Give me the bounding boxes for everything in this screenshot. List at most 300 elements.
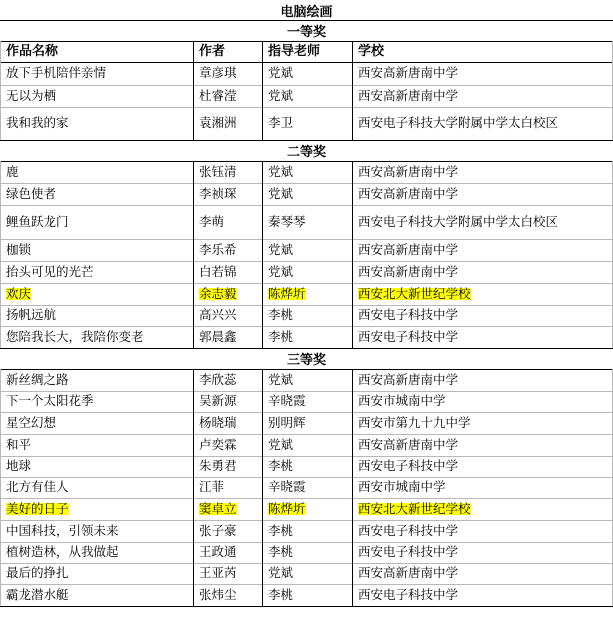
school-cell bbox=[352, 239, 613, 261]
column-divider bbox=[352, 542, 353, 563]
school-text: 西安高新唐南中学 bbox=[358, 565, 459, 581]
teacher-text: 党斌 bbox=[268, 565, 294, 581]
work-name-text: 抬头可见的光芒 bbox=[6, 263, 94, 279]
table-row bbox=[0, 205, 613, 239]
table-row bbox=[0, 563, 613, 584]
teacher-text: 党斌 bbox=[268, 436, 294, 452]
school-cell bbox=[352, 85, 613, 107]
author-text: 李欣蕊 bbox=[199, 371, 237, 387]
column-divider bbox=[262, 239, 263, 261]
teacher-cell bbox=[262, 542, 352, 563]
column-header: 指导老师 bbox=[268, 44, 321, 59]
column-divider bbox=[193, 85, 194, 107]
column-divider bbox=[262, 305, 263, 326]
author-cell bbox=[193, 107, 262, 140]
column-divider bbox=[352, 261, 353, 283]
column-header: 作品名称 bbox=[6, 44, 59, 59]
work-name-cell bbox=[0, 412, 193, 434]
teacher-cell bbox=[262, 161, 352, 183]
column-divider bbox=[262, 542, 263, 563]
author-text: 高兴兴 bbox=[199, 307, 237, 323]
table-row bbox=[0, 456, 613, 477]
author-cell bbox=[193, 305, 262, 326]
work-name-text: 绿色使者 bbox=[6, 185, 57, 201]
column-divider bbox=[193, 239, 194, 261]
column-divider bbox=[0, 205, 1, 239]
column-divider bbox=[0, 456, 1, 477]
author-text: 余志毅 bbox=[199, 285, 237, 301]
column-divider bbox=[0, 584, 1, 606]
table-header-row bbox=[0, 41, 613, 62]
work-name-cell bbox=[0, 326, 193, 348]
work-name-cell bbox=[0, 205, 193, 239]
column-divider bbox=[352, 161, 353, 183]
table-row bbox=[0, 62, 613, 85]
school-cell bbox=[352, 498, 613, 520]
school-cell bbox=[352, 283, 613, 305]
work-name-text: 美好的日子 bbox=[6, 500, 69, 516]
teacher-text: 李桃 bbox=[268, 307, 294, 323]
table-row bbox=[0, 498, 613, 520]
school-text: 西安电子科技中学 bbox=[358, 328, 459, 344]
table-row bbox=[0, 261, 613, 283]
column-divider bbox=[0, 41, 1, 62]
column-divider bbox=[193, 205, 194, 239]
author-cell bbox=[193, 205, 262, 239]
teacher-text: 辛晓霞 bbox=[268, 479, 306, 495]
author-cell bbox=[193, 161, 262, 183]
work-name-text: 您陪我长大，我陪你变老 bbox=[6, 328, 144, 344]
column-divider bbox=[352, 498, 353, 520]
author-cell bbox=[193, 62, 262, 85]
table-row bbox=[0, 161, 613, 183]
work-name-cell bbox=[0, 283, 193, 305]
column-divider bbox=[193, 584, 194, 606]
sheet-title: 电脑绘画 bbox=[280, 4, 333, 20]
row-divider bbox=[0, 606, 613, 607]
school-text: 西安高新唐南中学 bbox=[358, 163, 459, 179]
teacher-cell bbox=[262, 563, 352, 584]
table-row bbox=[0, 391, 613, 412]
teacher-text: 李桃 bbox=[268, 544, 294, 560]
teacher-text: 党斌 bbox=[268, 185, 294, 201]
author-cell bbox=[193, 434, 262, 456]
work-name-cell bbox=[0, 520, 193, 542]
school-cell bbox=[352, 563, 613, 584]
author-text: 江菲 bbox=[199, 479, 225, 495]
school-text: 西安市城南中学 bbox=[358, 393, 446, 409]
author-text: 张钰清 bbox=[199, 163, 237, 179]
school-text: 西安电子科技中学 bbox=[358, 544, 459, 560]
column-divider bbox=[0, 498, 1, 520]
column-divider bbox=[352, 520, 353, 542]
teacher-cell bbox=[262, 261, 352, 283]
column-divider bbox=[193, 107, 194, 140]
column-divider bbox=[193, 305, 194, 326]
table-row bbox=[0, 520, 613, 542]
column-divider bbox=[193, 412, 194, 434]
column-divider bbox=[193, 261, 194, 283]
school-text: 西安高新唐南中学 bbox=[358, 436, 459, 452]
author-text: 窦卓立 bbox=[199, 500, 237, 516]
school-cell bbox=[352, 326, 613, 348]
teacher-cell bbox=[262, 498, 352, 520]
column-divider bbox=[193, 542, 194, 563]
teacher-cell bbox=[262, 456, 352, 477]
author-cell bbox=[193, 326, 262, 348]
column-divider bbox=[262, 563, 263, 584]
column-divider bbox=[352, 391, 353, 412]
column-divider bbox=[193, 498, 194, 520]
column-divider bbox=[262, 391, 263, 412]
column-divider bbox=[193, 283, 194, 305]
column-divider bbox=[0, 542, 1, 563]
work-name-text: 新丝绸之路 bbox=[6, 371, 69, 387]
school-text: 西安电子科技中学 bbox=[358, 522, 459, 538]
author-cell bbox=[193, 239, 262, 261]
work-name-text: 鹿 bbox=[6, 163, 19, 179]
school-cell bbox=[352, 261, 613, 283]
work-name-text: 我和我的家 bbox=[6, 115, 69, 131]
column-divider bbox=[0, 563, 1, 584]
column-divider bbox=[0, 326, 1, 348]
column-divider bbox=[352, 434, 353, 456]
column-divider bbox=[262, 205, 263, 239]
column-divider bbox=[0, 107, 1, 140]
teacher-text: 辛晓霞 bbox=[268, 393, 306, 409]
table-row bbox=[0, 369, 613, 391]
school-text: 西安北大新世纪学校 bbox=[358, 285, 471, 301]
column-divider bbox=[262, 456, 263, 477]
teacher-cell bbox=[262, 239, 352, 261]
teacher-cell bbox=[262, 326, 352, 348]
column-divider bbox=[193, 477, 194, 498]
table-row bbox=[0, 412, 613, 434]
work-name-text: 植树造林，从我做起 bbox=[6, 544, 119, 560]
work-name-cell bbox=[0, 261, 193, 283]
column-divider bbox=[0, 305, 1, 326]
teacher-text: 李卫 bbox=[268, 115, 294, 131]
column-divider bbox=[262, 261, 263, 283]
school-cell bbox=[352, 542, 613, 563]
column-divider bbox=[0, 283, 1, 305]
column-divider bbox=[352, 326, 353, 348]
column-divider bbox=[0, 161, 1, 183]
school-text: 西安高新唐南中学 bbox=[358, 87, 459, 103]
teacher-text: 党斌 bbox=[268, 65, 294, 81]
teacher-text: 党斌 bbox=[268, 371, 294, 387]
table-row bbox=[0, 542, 613, 563]
column-divider bbox=[262, 41, 263, 62]
author-text: 张炜尘 bbox=[199, 586, 237, 602]
school-text: 西安高新唐南中学 bbox=[358, 241, 459, 257]
work-name-text: 鲤鱼跃龙门 bbox=[6, 213, 69, 229]
teacher-cell bbox=[262, 434, 352, 456]
column-divider bbox=[0, 183, 1, 205]
work-name-text: 北方有佳人 bbox=[6, 479, 69, 495]
teacher-cell bbox=[262, 183, 352, 205]
author-text: 章彦琪 bbox=[199, 65, 237, 81]
column-divider bbox=[352, 584, 353, 606]
work-name-text: 欢庆 bbox=[6, 285, 32, 301]
column-divider bbox=[0, 239, 1, 261]
teacher-cell bbox=[262, 477, 352, 498]
teacher-cell bbox=[262, 584, 352, 606]
teacher-cell bbox=[262, 305, 352, 326]
work-name-cell bbox=[0, 183, 193, 205]
column-divider bbox=[0, 85, 1, 107]
teacher-cell bbox=[262, 391, 352, 412]
column-divider bbox=[262, 434, 263, 456]
work-name-cell bbox=[0, 563, 193, 584]
column-divider bbox=[193, 563, 194, 584]
school-cell bbox=[352, 183, 613, 205]
column-divider bbox=[262, 369, 263, 391]
column-divider bbox=[193, 183, 194, 205]
table-row bbox=[0, 107, 613, 140]
school-text: 西安电子科技大学附属中学太白校区 bbox=[358, 213, 559, 229]
column-divider bbox=[0, 369, 1, 391]
school-text: 西安电子科技中学 bbox=[358, 307, 459, 323]
school-text: 西安高新唐南中学 bbox=[358, 263, 459, 279]
author-cell bbox=[193, 283, 262, 305]
school-cell bbox=[352, 62, 613, 85]
work-name-text: 和平 bbox=[6, 436, 32, 452]
author-text: 李乐希 bbox=[199, 241, 237, 257]
column-divider bbox=[352, 283, 353, 305]
school-cell bbox=[352, 391, 613, 412]
school-cell bbox=[352, 161, 613, 183]
table-row bbox=[0, 183, 613, 205]
work-name-cell bbox=[0, 62, 193, 85]
teacher-text: 李桃 bbox=[268, 458, 294, 474]
school-cell bbox=[352, 107, 613, 140]
author-cell bbox=[193, 391, 262, 412]
work-name-cell bbox=[0, 369, 193, 391]
school-cell bbox=[352, 434, 613, 456]
table-row bbox=[0, 305, 613, 326]
author-cell bbox=[193, 498, 262, 520]
column-divider bbox=[0, 412, 1, 434]
author-cell bbox=[193, 183, 262, 205]
school-text: 西安高新唐南中学 bbox=[358, 65, 459, 81]
column-divider bbox=[352, 85, 353, 107]
teacher-cell bbox=[262, 520, 352, 542]
work-name-text: 霸龙潜水艇 bbox=[6, 586, 69, 602]
author-cell bbox=[193, 261, 262, 283]
column-divider bbox=[0, 520, 1, 542]
author-cell bbox=[193, 85, 262, 107]
table-row bbox=[0, 434, 613, 456]
work-name-cell bbox=[0, 161, 193, 183]
column-divider bbox=[352, 456, 353, 477]
column-divider bbox=[352, 183, 353, 205]
author-text: 王政通 bbox=[199, 544, 237, 560]
teacher-text: 党斌 bbox=[268, 163, 294, 179]
work-name-text: 最后的挣扎 bbox=[6, 565, 69, 581]
teacher-cell bbox=[262, 107, 352, 140]
work-name-text: 无以为栖 bbox=[6, 87, 57, 103]
column-divider bbox=[262, 477, 263, 498]
school-cell bbox=[352, 369, 613, 391]
teacher-cell bbox=[262, 85, 352, 107]
teacher-text: 陈烨圻 bbox=[268, 500, 306, 516]
column-divider bbox=[262, 107, 263, 140]
column-divider bbox=[352, 205, 353, 239]
school-text: 西安高新唐南中学 bbox=[358, 185, 459, 201]
teacher-cell bbox=[262, 412, 352, 434]
column-divider bbox=[352, 477, 353, 498]
work-name-cell bbox=[0, 584, 193, 606]
author-cell bbox=[193, 412, 262, 434]
school-text: 西安北大新世纪学校 bbox=[358, 500, 471, 516]
work-name-text: 下一个太阳花季 bbox=[6, 393, 94, 409]
column-divider bbox=[262, 161, 263, 183]
column-divider bbox=[352, 305, 353, 326]
teacher-cell bbox=[262, 62, 352, 85]
author-text: 杜睿滢 bbox=[199, 87, 237, 103]
table-row bbox=[0, 477, 613, 498]
column-divider bbox=[352, 107, 353, 140]
work-name-cell bbox=[0, 239, 193, 261]
column-divider bbox=[0, 477, 1, 498]
table-row bbox=[0, 584, 613, 606]
work-name-cell bbox=[0, 498, 193, 520]
award-level-label: 三等奖 bbox=[286, 353, 326, 368]
teacher-text: 陈烨圻 bbox=[268, 285, 306, 301]
teacher-text: 党斌 bbox=[268, 241, 294, 257]
column-header: 学校 bbox=[358, 44, 385, 59]
author-text: 吴新源 bbox=[199, 393, 237, 409]
column-divider bbox=[193, 391, 194, 412]
column-divider bbox=[193, 326, 194, 348]
author-text: 白若锦 bbox=[199, 263, 237, 279]
work-name-cell bbox=[0, 434, 193, 456]
teacher-text: 李桃 bbox=[268, 522, 294, 538]
author-cell bbox=[193, 369, 262, 391]
school-cell bbox=[352, 205, 613, 239]
work-name-cell bbox=[0, 85, 193, 107]
table-row bbox=[0, 85, 613, 107]
school-text: 西安电子科技中学 bbox=[358, 586, 459, 602]
column-divider bbox=[262, 520, 263, 542]
work-name-cell bbox=[0, 542, 193, 563]
teacher-text: 秦琴琴 bbox=[268, 213, 306, 229]
teacher-text: 李桃 bbox=[268, 586, 294, 602]
author-text: 李萌 bbox=[199, 213, 225, 229]
column-divider bbox=[352, 563, 353, 584]
teacher-text: 别明辉 bbox=[268, 414, 306, 430]
work-name-text: 中国科技，引领未来 bbox=[6, 522, 119, 538]
work-name-text: 枷锁 bbox=[6, 241, 32, 257]
column-divider bbox=[352, 412, 353, 434]
author-text: 张子豪 bbox=[199, 522, 237, 538]
author-text: 王亚芮 bbox=[199, 565, 237, 581]
school-text: 西安电子科技大学附属中学太白校区 bbox=[358, 115, 559, 131]
school-cell bbox=[352, 477, 613, 498]
author-cell bbox=[193, 563, 262, 584]
school-text: 西安电子科技中学 bbox=[358, 458, 459, 474]
work-name-text: 星空幻想 bbox=[6, 414, 57, 430]
column-divider bbox=[352, 369, 353, 391]
column-divider bbox=[193, 62, 194, 85]
author-text: 杨晓瑞 bbox=[199, 414, 237, 430]
column-divider bbox=[193, 161, 194, 183]
column-divider bbox=[0, 391, 1, 412]
column-divider bbox=[262, 62, 263, 85]
author-cell bbox=[193, 542, 262, 563]
author-text: 卢奕霖 bbox=[199, 436, 237, 452]
author-cell bbox=[193, 520, 262, 542]
school-cell bbox=[352, 305, 613, 326]
school-text: 西安市第九十九中学 bbox=[358, 414, 471, 430]
school-text: 西安市城南中学 bbox=[358, 479, 446, 495]
teacher-cell bbox=[262, 205, 352, 239]
table-row bbox=[0, 283, 613, 305]
table-row bbox=[0, 239, 613, 261]
table-row bbox=[0, 326, 613, 348]
author-cell bbox=[193, 477, 262, 498]
award-level-label: 二等奖 bbox=[286, 145, 326, 160]
column-divider bbox=[352, 62, 353, 85]
column-divider bbox=[262, 183, 263, 205]
work-name-cell bbox=[0, 107, 193, 140]
column-divider bbox=[0, 434, 1, 456]
award-level-label: 一等奖 bbox=[286, 25, 326, 40]
author-text: 袁湘洲 bbox=[199, 115, 237, 131]
teacher-text: 党斌 bbox=[268, 87, 294, 103]
author-text: 李祯琛 bbox=[199, 185, 237, 201]
column-divider bbox=[262, 283, 263, 305]
work-name-text: 扬帆远航 bbox=[6, 307, 57, 323]
work-name-text: 放下手机陪伴亲情 bbox=[6, 65, 107, 81]
teacher-text: 党斌 bbox=[268, 263, 294, 279]
column-divider bbox=[0, 261, 1, 283]
teacher-text: 李桃 bbox=[268, 328, 294, 344]
author-text: 朱勇君 bbox=[199, 458, 237, 474]
work-name-text: 地球 bbox=[6, 458, 32, 474]
column-divider bbox=[193, 456, 194, 477]
work-name-cell bbox=[0, 456, 193, 477]
school-cell bbox=[352, 584, 613, 606]
column-divider bbox=[262, 326, 263, 348]
column-divider bbox=[0, 62, 1, 85]
column-divider bbox=[262, 85, 263, 107]
author-cell bbox=[193, 584, 262, 606]
school-cell bbox=[352, 412, 613, 434]
teacher-cell bbox=[262, 369, 352, 391]
column-divider bbox=[262, 584, 263, 606]
column-divider bbox=[193, 41, 194, 62]
column-divider bbox=[193, 520, 194, 542]
column-divider bbox=[352, 239, 353, 261]
school-cell bbox=[352, 456, 613, 477]
work-name-cell bbox=[0, 305, 193, 326]
column-divider bbox=[262, 412, 263, 434]
author-cell bbox=[193, 456, 262, 477]
column-divider bbox=[193, 434, 194, 456]
column-header: 作者 bbox=[199, 44, 226, 59]
school-cell bbox=[352, 520, 613, 542]
column-divider bbox=[193, 369, 194, 391]
teacher-cell bbox=[262, 283, 352, 305]
column-divider bbox=[262, 498, 263, 520]
column-divider bbox=[352, 41, 353, 62]
author-text: 郭晨鑫 bbox=[199, 328, 237, 344]
work-name-cell bbox=[0, 391, 193, 412]
school-text: 西安高新唐南中学 bbox=[358, 371, 459, 387]
work-name-cell bbox=[0, 477, 193, 498]
